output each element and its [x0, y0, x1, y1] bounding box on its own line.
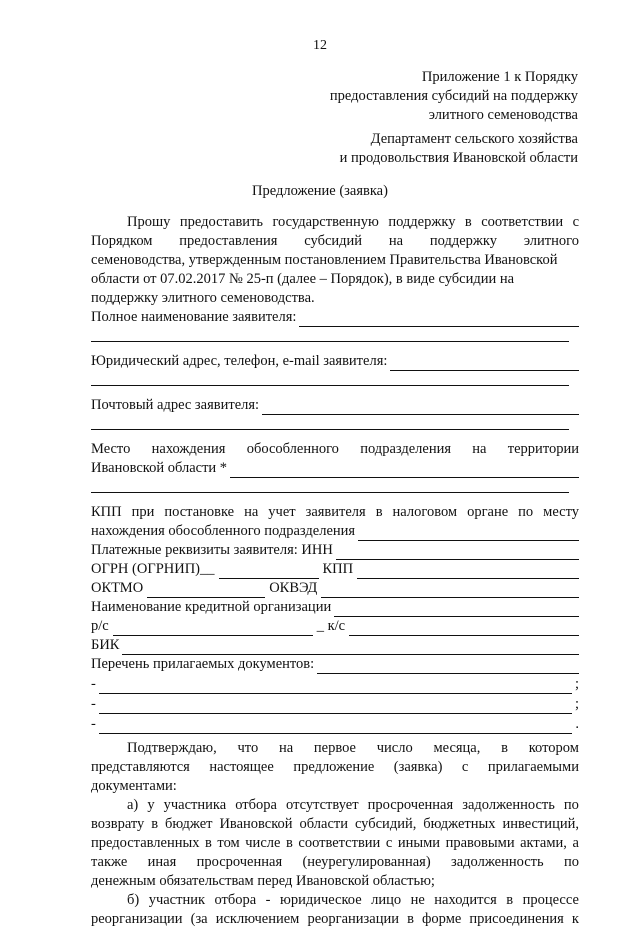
bik-field[interactable]	[91, 636, 579, 655]
word: предоставленных	[91, 835, 200, 851]
confirm-line	[91, 739, 579, 758]
word: юридическое	[279, 892, 362, 908]
oktmo-input-line[interactable]	[147, 583, 265, 598]
word: на	[278, 740, 294, 756]
word: по	[563, 797, 579, 813]
word: просроченная	[196, 854, 283, 870]
word: предложение	[293, 759, 375, 775]
field-label: Наименование кредитной организации	[91, 599, 332, 615]
word: Место	[91, 441, 131, 457]
field-label: БИК	[91, 637, 120, 653]
annex-line: элитного семеноводства	[428, 107, 578, 123]
word: заявителя	[305, 504, 366, 520]
word: КПП	[91, 504, 122, 520]
field-label: Полное наименование заявителя:	[91, 309, 297, 325]
blank-line[interactable]	[91, 327, 569, 342]
word: актами,	[520, 835, 567, 851]
ks-input-line[interactable]	[349, 621, 579, 636]
branch-label-line	[91, 440, 579, 459]
postal-address-input-line[interactable]	[262, 400, 579, 415]
word: форме	[422, 911, 462, 927]
word: учет	[268, 504, 296, 520]
bank-input-line[interactable]	[334, 602, 579, 617]
document-body	[91, 213, 579, 929]
field-label: нахождения обособленного подразделения	[91, 523, 356, 539]
word: представляются	[91, 759, 190, 775]
word: инвестиций,	[502, 816, 579, 832]
word: области	[299, 816, 348, 832]
document-item-line[interactable]: - ;	[91, 676, 579, 692]
blank-line[interactable]	[91, 478, 569, 493]
kpp-branch-label-line	[91, 503, 579, 522]
addressee-line: и продовольствия Ивановской области	[339, 150, 578, 166]
word: также	[91, 854, 128, 870]
word: элитного	[523, 233, 579, 249]
page-number: 12	[313, 38, 327, 53]
blank-line[interactable]	[91, 415, 569, 430]
field-label: Перечень прилагаемых документов:	[91, 656, 315, 672]
word: по	[518, 504, 534, 520]
annex-reference	[330, 68, 578, 125]
word: (неурегулированная)	[302, 854, 431, 870]
word: с	[385, 835, 393, 851]
word: участника	[163, 797, 227, 813]
word: просроченная	[367, 797, 454, 813]
word: том	[217, 835, 240, 851]
word: предоставления	[179, 233, 278, 249]
word: по	[563, 854, 579, 870]
item-a-line	[91, 815, 579, 834]
postal-address-field[interactable]	[91, 396, 579, 415]
word: месяца,	[433, 740, 481, 756]
word: числе	[245, 835, 281, 851]
word: прилагаемыми	[487, 759, 579, 775]
okved-input-line[interactable]	[321, 583, 579, 598]
word: отсутствует	[286, 797, 359, 813]
ogrn-input-line[interactable]	[219, 564, 319, 579]
word: на	[472, 441, 487, 457]
word: -	[265, 892, 271, 908]
word: в	[285, 835, 293, 851]
documents-input-line[interactable]	[317, 659, 579, 674]
rs-label: р/с	[91, 618, 109, 634]
word: б)	[127, 892, 140, 908]
word: реорганизации	[307, 911, 399, 927]
field-label: Юридический адрес, телефон, e-mail заявителя:	[91, 353, 388, 369]
branch-field[interactable]	[91, 459, 579, 478]
addressee-line: Департамент сельского хозяйства	[370, 131, 578, 147]
word: предоставить	[179, 214, 264, 230]
item-a-line	[91, 796, 579, 815]
word: котором	[528, 740, 579, 756]
word: бюджет	[165, 816, 213, 832]
annex-line: предоставления субсидий на поддержку	[329, 88, 578, 104]
word: в	[375, 504, 383, 520]
inn-input-line[interactable]	[336, 545, 579, 560]
intro-line: поддержку элитного семеноводства.	[91, 290, 315, 306]
word: лицо	[371, 892, 402, 908]
item-a-line	[91, 853, 579, 872]
okved-label: ОКВЭД	[269, 580, 318, 596]
intro-line: семеноводства, утвержденным постановлением Правительства Ивановской	[91, 252, 558, 268]
rs-input-line[interactable]	[113, 621, 313, 636]
word: Прошу	[127, 214, 171, 230]
confirm-line	[91, 758, 579, 777]
oktmo-label: ОКТМО	[91, 580, 144, 596]
documents-field[interactable]	[91, 655, 579, 674]
word: первое	[313, 740, 356, 756]
word: Подтверждаю,	[127, 740, 217, 756]
word: а)	[127, 797, 139, 813]
bank-field[interactable]	[91, 598, 579, 617]
inn-field[interactable]	[91, 541, 579, 560]
word: находится	[434, 892, 497, 908]
field-label: Почтовый адрес заявителя:	[91, 397, 260, 413]
word: постановке	[164, 504, 235, 520]
word: территории	[507, 441, 579, 457]
word: правовыми	[445, 835, 515, 851]
kpp-branch-input-line[interactable]	[358, 526, 579, 541]
word: подразделения	[360, 441, 452, 457]
word: участник	[148, 892, 206, 908]
addressee	[340, 130, 578, 168]
word: обособленного	[246, 441, 339, 457]
word: субсидий,	[354, 816, 417, 832]
item-b-line	[91, 891, 579, 910]
word: в	[506, 892, 514, 908]
ogrn-label: ОГРН (ОГРНИП)__	[91, 561, 215, 577]
word: в	[501, 740, 508, 756]
word: в	[407, 911, 414, 927]
word: на	[388, 233, 404, 249]
full-name-field[interactable]	[91, 308, 579, 327]
kpp-branch-field[interactable]	[91, 522, 579, 541]
word: настоящее	[209, 759, 274, 775]
word: в	[205, 835, 212, 851]
ogrn-kpp-row	[91, 560, 579, 579]
word: не	[410, 892, 425, 908]
word: с	[461, 759, 469, 775]
legal-address-input-line[interactable]	[390, 356, 579, 371]
word: при	[131, 504, 155, 520]
word: (заявка)	[393, 759, 443, 775]
word: задолженность	[462, 797, 555, 813]
word: Ивановской	[219, 816, 293, 832]
kpp-label: КПП	[322, 561, 354, 577]
word: иная	[147, 854, 177, 870]
word: соответствии	[481, 214, 564, 230]
word: Порядком	[91, 233, 153, 249]
item-b-line	[91, 910, 579, 929]
word: что	[237, 740, 259, 756]
branch-input-line[interactable]	[230, 463, 579, 478]
intro-line	[91, 213, 579, 232]
word: бюджетных	[423, 816, 496, 832]
word: поддержку	[429, 233, 498, 249]
kpp-input-line[interactable]	[357, 564, 579, 579]
intro-line	[91, 232, 579, 251]
accounts-row	[91, 617, 579, 636]
word: иными	[397, 835, 441, 851]
word: в	[464, 214, 472, 230]
bik-input-line[interactable]	[122, 640, 579, 655]
document-item-line[interactable]: - ;	[91, 696, 579, 712]
word: к	[571, 911, 579, 927]
word: налоговом	[392, 504, 458, 520]
word: с	[572, 214, 579, 230]
confirm-line: документами:	[91, 778, 177, 794]
word: а	[572, 835, 579, 851]
word: число	[376, 740, 413, 756]
blank-line[interactable]	[91, 371, 569, 386]
word: в	[151, 816, 159, 832]
word: реорганизации	[91, 911, 183, 927]
word: нахождения	[151, 441, 226, 457]
word: соответствии	[298, 835, 381, 851]
item-a-line	[91, 834, 579, 853]
word: отбора	[235, 797, 277, 813]
word: присоединения	[469, 911, 564, 927]
word: (за	[190, 911, 208, 927]
word: исключением	[215, 911, 300, 927]
intro-line: области от 07.02.2017 № 25-п (далее – Порядок), в виде субсидии на	[91, 271, 515, 287]
document-title: Предложение (заявка)	[252, 183, 388, 199]
field-label: Ивановской области *	[91, 460, 228, 476]
word: отбора	[214, 892, 257, 908]
item-a-line: денежным обязательствам перед Ивановской областью;	[91, 873, 435, 889]
field-label: Платежные реквизиты заявителя: ИНН	[91, 542, 333, 558]
word: задолженность	[451, 854, 544, 870]
word: государственную	[272, 214, 379, 230]
word: поддержку	[388, 214, 456, 230]
word: возврату	[91, 816, 145, 832]
word: у	[147, 797, 155, 813]
document-item-line[interactable]: - .	[91, 716, 579, 732]
full-name-input-line[interactable]	[299, 312, 579, 327]
ks-label: _ к/с	[316, 618, 346, 634]
legal-address-field[interactable]	[91, 352, 579, 371]
word: на	[244, 504, 259, 520]
oktmo-okved-row	[91, 579, 579, 598]
word: процессе	[522, 892, 579, 908]
word: субсидий	[304, 233, 363, 249]
word: месту	[543, 504, 579, 520]
word: органе	[467, 504, 509, 520]
annex-line: Приложение 1 к Порядку	[421, 69, 578, 85]
